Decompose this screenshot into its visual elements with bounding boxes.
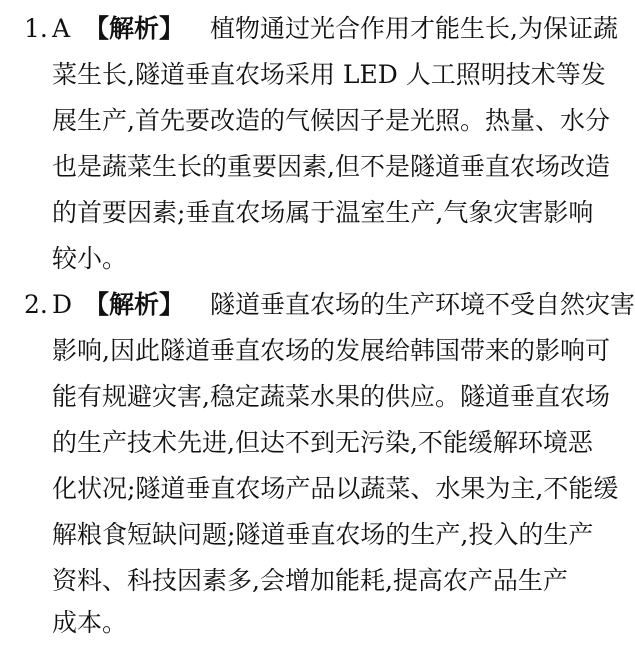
item-2-text-line: 解粮食短缺问题;隧道垂直农场的生产,投入的生产 [52, 520, 594, 549]
item-2-text-line: 资料、科技因素多,会增加能耗,提高农产品生产 [52, 566, 568, 595]
item-1-text-line: 植物通过光合作用才能生长,为保证蔬 [210, 14, 618, 43]
item-1-line-5 [0, 190, 635, 236]
item-2-text-line: 影响,因此隧道垂直农场的发展给韩国带来的影响可 [52, 336, 610, 365]
item-2-number: 2. [24, 290, 48, 319]
item-1-text-line: 展生产,首先要改造的气候因子是光照。热量、水分 [52, 106, 610, 135]
item-2-text-line: 的生产技术先进,但达不到无污染,不能缓解环境恶 [52, 428, 593, 457]
item-1-line-3 [0, 98, 635, 144]
item-2-answer: D [52, 290, 73, 319]
item-2-line-1 [0, 282, 635, 328]
item-2-line-3 [0, 374, 635, 420]
item-2-text-line: 成本。 [52, 608, 128, 637]
item-2-line-4 [0, 420, 635, 466]
item-2-line-2 [0, 328, 635, 374]
item-2-text-line: 能有规避灾害,稳定蔬菜水果的供应。隧道垂直农场 [52, 382, 610, 411]
item-2-line-8 [0, 600, 635, 646]
item-1-number: 1. [24, 14, 48, 43]
item-1-text-line: 的首要因素;垂直农场属于温室生产,气象灾害影响 [52, 198, 594, 227]
item-1-text-line: 较小。 [52, 244, 128, 273]
item-2-analysis-tag: 【解析】 [84, 290, 185, 319]
item-2-text-line: 隧道垂直农场的生产环境不受自然灾害 [210, 290, 635, 319]
item-2-line-5 [0, 466, 635, 512]
item-2-line-7 [0, 558, 635, 604]
item-2-text-line: 化状况;隧道垂直农场产品以蔬菜、水果为主,不能缓 [52, 474, 619, 503]
item-1-text-line: 也是蔬菜生长的重要因素,但不是隧道垂直农场改造 [52, 152, 610, 181]
item-1-analysis-tag: 【解析】 [84, 14, 185, 43]
item-1-answer: A [52, 14, 71, 43]
item-1-line-4 [0, 144, 635, 190]
item-2-line-6 [0, 512, 635, 558]
item-1-line-6 [0, 236, 635, 282]
item-1-text-line: 菜生长,隧道垂直农场采用 LED 人工照明技术等发 [52, 60, 606, 89]
item-1-line-2 [0, 52, 635, 98]
item-1-line-1 [0, 6, 635, 52]
